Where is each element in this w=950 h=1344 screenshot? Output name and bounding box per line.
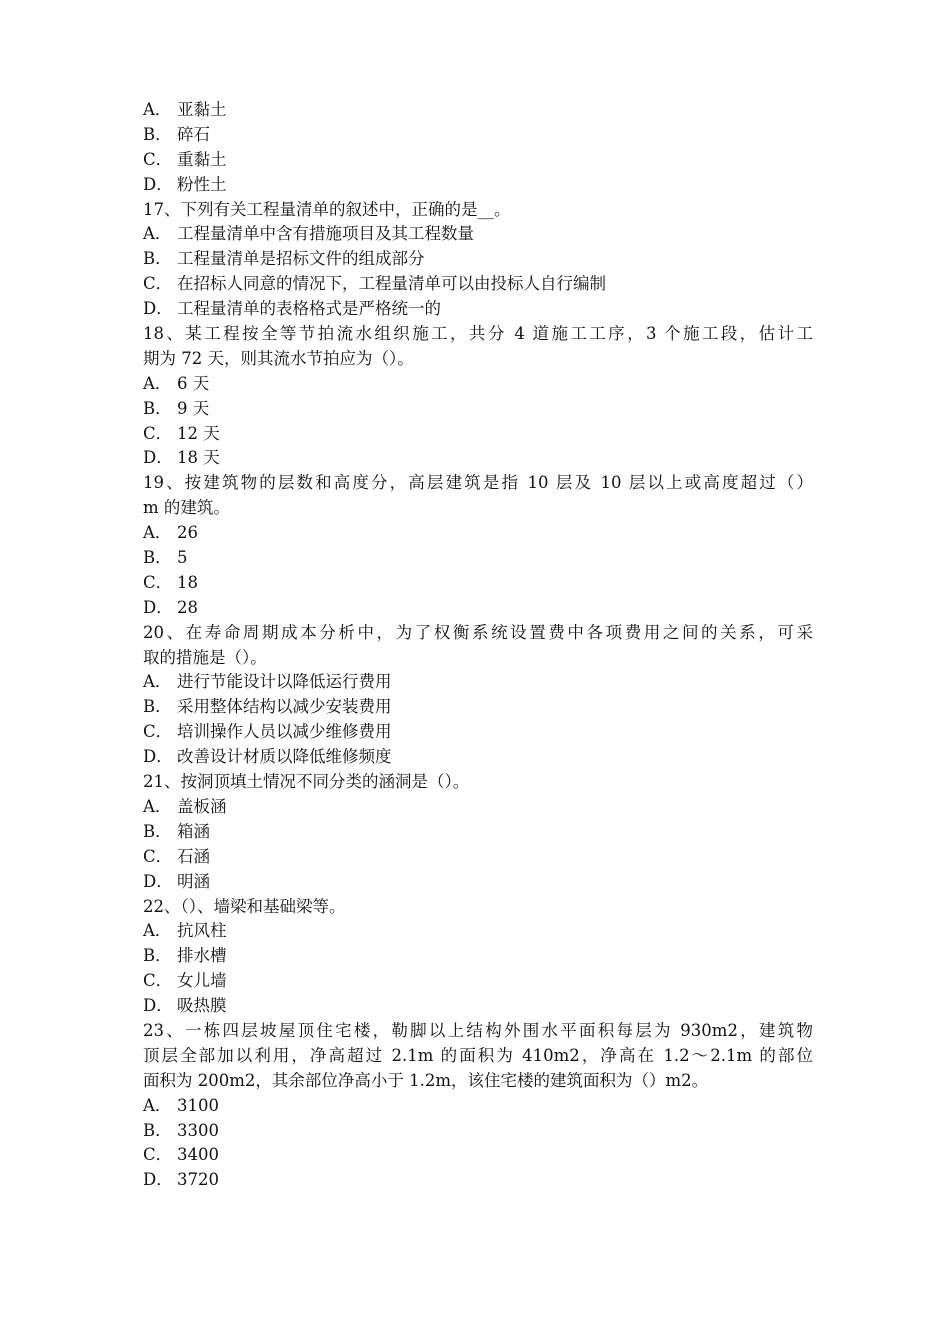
option-a <box>143 670 813 695</box>
option-text: 12 天 <box>177 423 220 443</box>
option-d <box>143 173 813 198</box>
question-line: 21、按洞顶填土情况不同分类的涵洞是（）。 <box>143 772 470 792</box>
option-text: 吸热膜 <box>177 996 227 1016</box>
option-c <box>143 422 813 447</box>
option-c <box>143 1143 813 1168</box>
option-letter: B． <box>143 249 172 269</box>
option-text: 9 天 <box>177 398 210 418</box>
option-text: 5 <box>177 548 188 568</box>
option-b <box>143 820 813 845</box>
option-b <box>143 944 813 969</box>
question-text <box>143 621 813 671</box>
option-text: 进行节能设计以降低运行费用 <box>177 672 392 692</box>
question-18 <box>143 322 813 471</box>
option-text: 采用整体结构以减少安装费用 <box>177 697 392 717</box>
option-text: 3300 <box>177 1120 219 1140</box>
option-a <box>143 98 813 123</box>
question-20 <box>143 621 813 770</box>
option-letter: D． <box>143 996 173 1016</box>
question-text <box>143 895 813 920</box>
option-text: 碎石 <box>177 124 210 144</box>
option-letter: D． <box>143 871 173 891</box>
option-letter: C． <box>143 149 173 169</box>
option-c <box>143 969 813 994</box>
option-letter: A． <box>143 796 172 816</box>
option-text: 26 <box>177 523 198 543</box>
option-letter: C． <box>143 846 173 866</box>
document-page <box>143 98 813 1193</box>
option-d <box>143 596 813 621</box>
option-letter: B． <box>143 124 172 144</box>
option-text: 抗风柱 <box>177 921 227 941</box>
option-text: 工程量清单中含有措施项目及其工程数量 <box>177 224 474 244</box>
option-letter: A． <box>143 921 172 941</box>
option-text: 28 <box>177 597 198 617</box>
option-a <box>143 795 813 820</box>
option-b <box>143 695 813 720</box>
option-d <box>143 1168 813 1193</box>
option-text: 3400 <box>177 1145 219 1165</box>
option-text: 粉性土 <box>177 174 227 194</box>
option-a <box>143 1094 813 1119</box>
option-letter: D． <box>143 597 173 617</box>
option-text: 重黏土 <box>177 149 227 169</box>
question-line: 18、某工程按全等节拍流水组织施工，共分 4 道施工工序，3 个施工段，估计工 <box>143 324 813 344</box>
option-letter: D． <box>143 747 173 767</box>
question-text <box>143 471 813 521</box>
question-line: 17、下列有关工程量清单的叙述中，正确的是__。 <box>143 199 511 219</box>
option-c <box>143 148 813 173</box>
option-text: 工程量清单是招标文件的组成部分 <box>177 249 425 269</box>
option-letter: B． <box>143 1120 172 1140</box>
option-text: 排水槽 <box>177 946 227 966</box>
question-17 <box>143 198 813 322</box>
option-letter: B． <box>143 821 172 841</box>
option-letter: B． <box>143 946 172 966</box>
option-letter: C． <box>143 1145 173 1165</box>
option-b <box>143 397 813 422</box>
option-text: 3100 <box>177 1095 219 1115</box>
option-letter: D． <box>143 448 173 468</box>
question-line: m 的建筑。 <box>143 498 230 518</box>
question-19 <box>143 471 813 620</box>
question-21 <box>143 770 813 894</box>
option-letter: C． <box>143 971 173 991</box>
option-b <box>143 546 813 571</box>
option-c <box>143 720 813 745</box>
option-b <box>143 247 813 272</box>
lead-options <box>143 98 813 198</box>
option-text: 明涵 <box>177 871 210 891</box>
option-c <box>143 272 813 297</box>
option-a <box>143 222 813 247</box>
option-letter: A． <box>143 224 172 244</box>
question-23 <box>143 1019 813 1193</box>
option-text: 培训操作人员以减少维修费用 <box>177 722 392 742</box>
question-line: 取的措施是（）。 <box>143 647 267 667</box>
question-text <box>143 1019 813 1094</box>
option-text: 亚黏土 <box>177 100 227 119</box>
option-letter: D． <box>143 174 173 194</box>
option-d <box>143 994 813 1019</box>
option-d <box>143 446 813 471</box>
option-text: 工程量清单的表格格式是严格统一的 <box>177 299 441 319</box>
option-letter: A． <box>143 1095 172 1115</box>
option-text: 女儿墙 <box>177 971 227 991</box>
option-d <box>143 745 813 770</box>
option-letter: D． <box>143 1170 173 1190</box>
question-line: 面积为 200m2，其余部位净高小于 1.2m，该住宅楼的建筑面积为（）m2。 <box>143 1070 709 1090</box>
option-c <box>143 845 813 870</box>
option-text: 18 天 <box>177 448 220 468</box>
option-a <box>143 372 813 397</box>
option-letter: C． <box>143 572 173 592</box>
option-letter: C． <box>143 274 173 294</box>
option-a <box>143 521 813 546</box>
option-letter: B． <box>143 398 172 418</box>
option-letter: C． <box>143 423 173 443</box>
option-letter: B． <box>143 697 172 717</box>
question-text <box>143 770 813 795</box>
option-d <box>143 297 813 322</box>
option-text: 6 天 <box>177 373 210 393</box>
option-text: 在招标人同意的情况下，工程量清单可以由投标人自行编制 <box>177 274 606 294</box>
option-letter: B． <box>143 548 172 568</box>
question-line: 期为 72 天，则其流水节拍应为（）。 <box>143 348 414 368</box>
question-line: 19、按建筑物的层数和高度分，高层建筑是指 10 层及 10 层以上或高度超过（） <box>143 473 813 493</box>
option-b <box>143 1119 813 1144</box>
question-line: 20、在寿命周期成本分析中，为了权衡系统设置费中各项费用之间的关系，可采 <box>143 622 813 642</box>
question-line: 23、一栋四层坡屋顶住宅楼，勒脚以上结构外围水平面积每层为 930m2，建筑物 <box>143 1020 813 1040</box>
question-text <box>143 322 813 372</box>
option-letter: A． <box>143 672 172 692</box>
option-text: 3720 <box>177 1170 219 1190</box>
option-d <box>143 870 813 895</box>
option-text: 18 <box>177 572 198 592</box>
option-letter: A． <box>143 373 172 393</box>
option-letter: C． <box>143 722 173 742</box>
question-22 <box>143 895 813 1019</box>
option-text: 盖板涵 <box>177 796 227 816</box>
option-letter: D． <box>143 299 173 319</box>
option-text: 石涵 <box>177 846 210 866</box>
option-text: 改善设计材质以降低维修频度 <box>177 747 392 767</box>
option-letter: A． <box>143 523 172 543</box>
question-line: 22、（）、墙梁和基础梁等。 <box>143 896 346 916</box>
question-line: 顶层全部加以利用，净高超过 2.1m 的面积为 410m2，净高在 1.2～2.1m 的部位 <box>143 1045 814 1065</box>
option-c <box>143 571 813 596</box>
option-a <box>143 919 813 944</box>
option-letter: A． <box>143 100 172 119</box>
option-b <box>143 123 813 148</box>
option-text: 箱涵 <box>177 821 210 841</box>
question-text <box>143 198 813 223</box>
